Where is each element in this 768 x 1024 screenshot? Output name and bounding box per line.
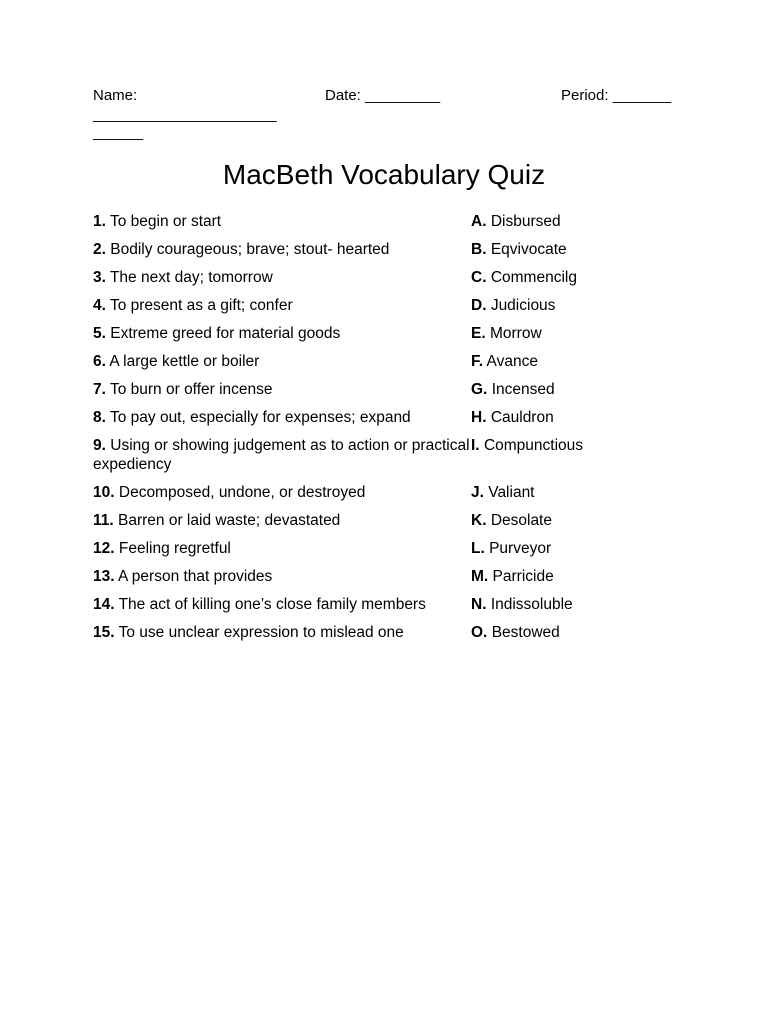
quiz-row [93,240,693,259]
term-letter: G. [471,381,488,398]
definition-text: To use unclear expression to mislead one [118,624,404,641]
definition-text: Feeling regretful [118,540,231,557]
definition-text: The next day; tomorrow [109,269,273,286]
definition-text: The act of killing one’s close family members [118,596,426,613]
definition-number: 3. [93,269,106,286]
term-text: Parricide [492,568,554,585]
term-letter: I. [471,437,480,454]
definition-number: 15. [93,624,115,641]
definition [93,212,471,231]
term-text: Judicious [490,297,556,314]
term-text: Commencilg [490,269,577,286]
term-text: Valiant [488,484,535,501]
quiz-row [93,380,693,399]
definition [93,380,471,399]
term-letter: L. [471,540,485,557]
quiz-row [93,268,693,287]
quiz-row [93,623,693,642]
definition-number: 11. [93,512,114,529]
definition-number: 7. [93,381,106,398]
term-letter: A. [471,213,487,230]
quiz-row [93,595,693,614]
term [471,352,693,371]
definition-number: 13. [93,568,115,585]
term-text: Compunctious [483,437,584,454]
term-text: Purveyor [489,540,552,557]
term [471,408,693,427]
name-blank-line-continued: ______ [93,124,144,141]
term-text: Cauldron [490,409,554,426]
definition-number: 1. [93,213,106,230]
definition [93,352,471,371]
definition [93,324,471,343]
definition [93,240,471,259]
term-letter: O. [471,624,488,641]
term-letter: B. [471,241,487,258]
term [471,212,693,231]
term [471,268,693,287]
term-text: Eqvivocate [490,241,567,258]
quiz-row [93,408,693,427]
definition-number: 8. [93,409,106,426]
definition [93,595,471,614]
date-label: Date: _________ [325,87,441,104]
term [471,380,693,399]
definition [93,539,471,558]
definition-text: To burn or offer incense [109,381,273,398]
quiz-row [93,511,693,530]
term-letter: M. [471,568,489,585]
definition-text: To pay out, especially for expenses; expand [109,409,411,426]
definition-number: 6. [93,353,106,370]
term-text: Indissoluble [490,596,573,613]
definition-number: 2. [93,241,106,258]
term-letter: C. [471,269,487,286]
definition-number: 10. [93,484,115,501]
quiz-row [93,352,693,371]
definition-text: To present as a gift; confer [109,297,293,314]
definition-number: 5. [93,325,106,342]
definition [93,623,471,642]
quiz-row [93,483,693,502]
term-letter: N. [471,596,487,613]
term-letter: K. [471,512,487,529]
term [471,240,693,259]
definition-text: Bodily courageous; brave; stout- hearted [110,241,390,258]
definition-text: Extreme greed for material goods [110,325,341,342]
definition-number: 14. [93,596,115,613]
term-text: Desolate [490,512,552,529]
definition [93,268,471,287]
term [471,436,693,455]
term-letter: F. [471,353,484,370]
definition-number: 12. [93,540,115,557]
term-letter: J. [471,484,484,501]
definition-text: Barren or laid waste; devastated [118,512,341,529]
period-label: Period: _______ [561,87,672,104]
definition-text: To begin or start [109,213,222,230]
term [471,296,693,315]
term-letter: D. [471,297,487,314]
name-blank-line: ______________________ [93,106,277,123]
term [471,324,693,343]
quiz-row [93,296,693,315]
page-title: MacBeth Vocabulary Quiz [222,159,546,190]
vocabulary-list [93,212,693,651]
term-text: Disbursed [490,213,561,230]
term-letter: E. [471,325,486,342]
quiz-row [93,324,693,343]
term [471,511,693,530]
definition-text: Using or showing judgement as to action or practical expediency [93,437,470,473]
definition-text: A large kettle or boiler [109,353,260,370]
definition [93,408,471,427]
definition-text: A person that provides [118,568,273,585]
definition-text: Decomposed, undone, or destroyed [118,484,366,501]
term [471,623,693,642]
definition-number: 4. [93,297,106,314]
term-text: Avance [486,353,538,370]
definition [93,511,471,530]
term [471,539,693,558]
quiz-row [93,436,693,474]
definition [93,483,471,502]
definition-number: 9. [93,437,106,454]
definition [93,567,471,586]
quiz-row [93,567,693,586]
name-label: Name: [93,87,138,104]
term [471,483,693,502]
term [471,567,693,586]
term-text: Incensed [491,381,555,398]
definition [93,436,471,474]
definition [93,296,471,315]
quiz-row [93,212,693,231]
quiz-row [93,539,693,558]
term-letter: H. [471,409,487,426]
term [471,595,693,614]
term-text: Bestowed [491,624,560,641]
term-text: Morrow [489,325,542,342]
